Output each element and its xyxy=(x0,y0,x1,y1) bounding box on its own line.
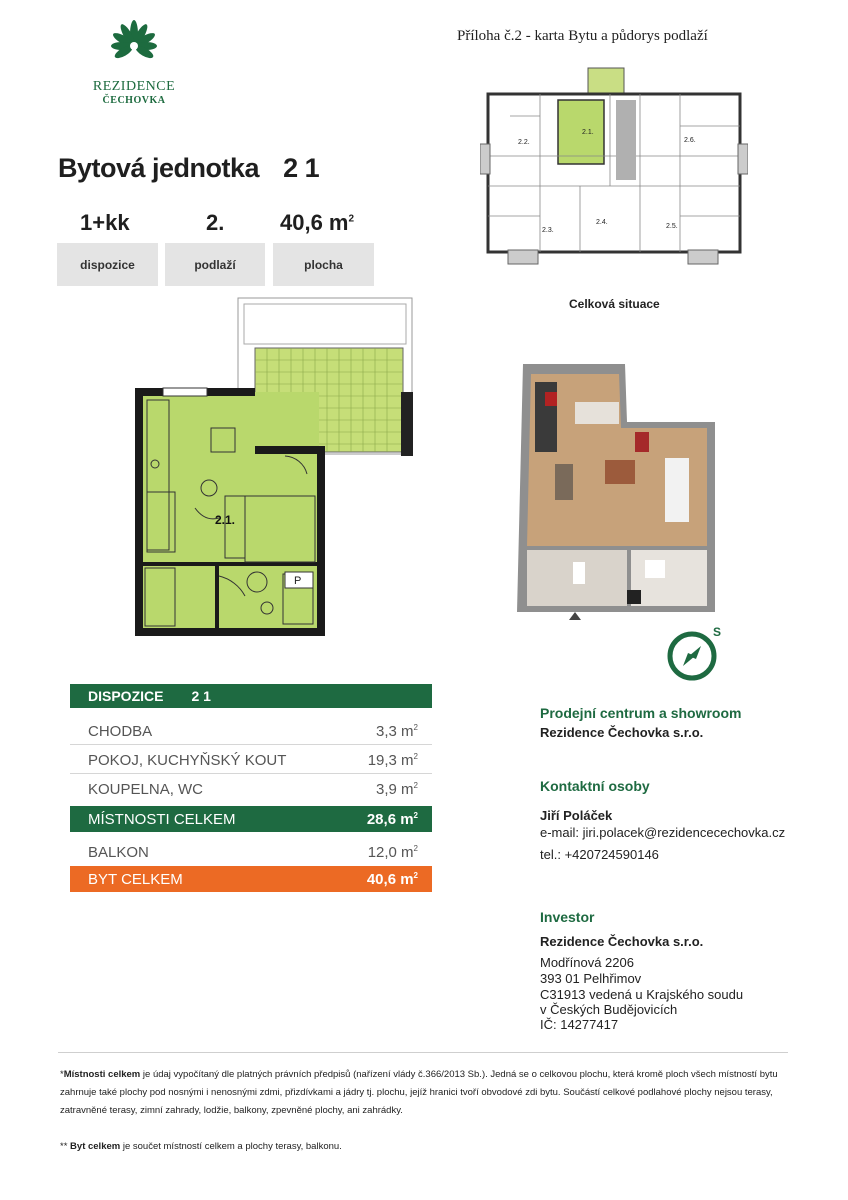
balcony-name: BALKON xyxy=(88,844,149,861)
total-name: MÍSTNOSTI CELKEM xyxy=(88,810,236,828)
investor-address-2: 393 01 Pelhřimov xyxy=(540,971,642,986)
row-value: 19,3 $m^2$ xyxy=(367,751,418,769)
situation-unit-2-6: 2.6. xyxy=(684,137,696,144)
logo-line-2: ČECHOVKA xyxy=(102,95,166,106)
footnote-1: *Místnosti celkem je údaj vypočítaný dle platných právních předpisů (nařízení vlády č.366/2013 Sb.). Jedná se o celkovou plochu, která kromě ploch všech místností bytu zahrnuje také plochy pod nosnými i nenosnými zdmi, přizdívkami a jádry tj. plochu, jejíž hranici tvoří obvodové zdi bytu. Součástí celkové podlahové plochy nejsou terasy, zatravněné terasy, zimní zahrady, lodžie, balkony, zpevněné plochy, ani zahrádky. xyxy=(60,1069,778,1116)
grand-name: BYT CELKEM xyxy=(88,870,183,888)
total-value: 28,6 $m^2$ xyxy=(366,810,418,828)
contact-name: Jiří Poláček xyxy=(540,808,613,823)
table-row xyxy=(70,718,432,745)
unit-title-text: Bytová jednotka xyxy=(58,153,260,183)
contacts-title: Kontaktní osoby xyxy=(540,778,650,794)
area-number: 40,6 m xyxy=(280,210,349,235)
situation-unit-2-1: 2.1. xyxy=(582,129,594,136)
footnote-1-term: Místnosti celkem xyxy=(63,1069,141,1080)
floor-label: podlaží xyxy=(165,243,265,286)
situation-unit-2-3: 2.3. xyxy=(542,227,554,234)
sales-company: Rezidence Čechovka s.r.o. xyxy=(540,725,704,740)
investor-ic: IČ: 14277417 xyxy=(540,1017,619,1032)
situation-caption: Celková situace xyxy=(569,297,660,311)
disposition-table-header xyxy=(70,684,432,708)
leaf-logo-icon xyxy=(104,18,164,70)
compass-label: S xyxy=(713,625,722,639)
disposition-number: 2 1 xyxy=(191,688,211,704)
area-sup: 2 xyxy=(348,213,355,225)
unit-3d-visualization xyxy=(515,362,721,620)
unit-floor-plan xyxy=(135,296,427,638)
unit-title xyxy=(58,153,319,184)
unit-total-row xyxy=(70,866,432,892)
grand-value: 40,6 $m^2$ xyxy=(366,870,418,888)
footnote-divider xyxy=(58,1052,788,1053)
area-value xyxy=(280,210,354,236)
balcony-value: 12,0 $m^2$ xyxy=(367,844,418,861)
sales-title: Prodejní centrum a showroom xyxy=(540,705,742,721)
plan-room-label: 2.1. xyxy=(215,513,236,527)
row-name: POKOJ, KUCHYŇSKÝ KOUT xyxy=(88,751,287,769)
rooms-total-row xyxy=(70,806,432,832)
disposition-title: DISPOZICE xyxy=(88,688,164,704)
row-value: 3,9 $m^2$ xyxy=(376,781,418,798)
investor-title: Investor xyxy=(540,909,595,925)
situation-unit-2-5: 2.5. xyxy=(666,223,678,230)
table-row xyxy=(70,776,432,803)
row-value: 3,3 $m^2$ xyxy=(376,722,418,740)
balcony-row xyxy=(70,839,432,866)
building-situation-plan xyxy=(480,66,748,272)
logo-line-1: REZIDENCE xyxy=(92,79,176,94)
table-row xyxy=(70,747,432,774)
investor-registry-2: v Českých Budějovicích xyxy=(540,1002,678,1017)
unit-number: 2 1 xyxy=(283,153,320,183)
plan-parking-label: P xyxy=(294,575,302,587)
investor-registry-1: C31913 vedená u Krajského soudu xyxy=(540,987,744,1002)
brand-logo xyxy=(92,18,176,106)
situation-unit-2-4: 2.4. xyxy=(596,219,608,226)
contact-email[interactable]: e-mail: jiri.polacek@rezidencecechovka.cz xyxy=(540,825,786,840)
attachment-title: Příloha č.2 - karta Bytu a půdorys podlaží xyxy=(457,28,708,44)
floor-value: 2. xyxy=(206,210,225,235)
footnote-2-term: Byt celkem xyxy=(70,1141,121,1152)
situation-unit-2-2: 2.2. xyxy=(518,139,530,146)
contact-phone[interactable]: tel.: +420724590146 xyxy=(540,847,659,862)
footnote-1-text: je údaj vypočítaný dle platných právních předpisů (nařízení vlády č.366/2013 Sb.). Jedná se o celkovou plochu, která kromě ploch všech místností bytu zahrnuje také plochy pod nosnými i nenosnými zdmi, přizdívkami a jádry tj. plochu, jejíž hranici tvoří obvodové zdi bytu. Součástí celkové podlahové plochy nejsou terasy, zatravněné terasy, zimní zahrady, lodžie, balkony, zpevněné plochy, ani zahrádky. xyxy=(60,1069,778,1116)
row-name: KOUPELNA, WC xyxy=(88,781,204,798)
footnote-2-text: je součet místností celkem a plochy terasy, balkonu. xyxy=(120,1141,342,1152)
row-name: CHODBA xyxy=(88,722,153,740)
layout-label: dispozice xyxy=(57,243,158,286)
footnote-2: ** Byt celkem je součet místností celkem a plochy terasy, balkonu. xyxy=(60,1141,342,1152)
investor-address-1: Modřínová 2206 xyxy=(540,955,634,970)
investor-company: Rezidence Čechovka s.r.o. xyxy=(540,934,704,949)
compass-icon xyxy=(665,622,725,682)
layout-value: 1+kk xyxy=(80,210,130,235)
area-label: plocha xyxy=(273,243,374,286)
